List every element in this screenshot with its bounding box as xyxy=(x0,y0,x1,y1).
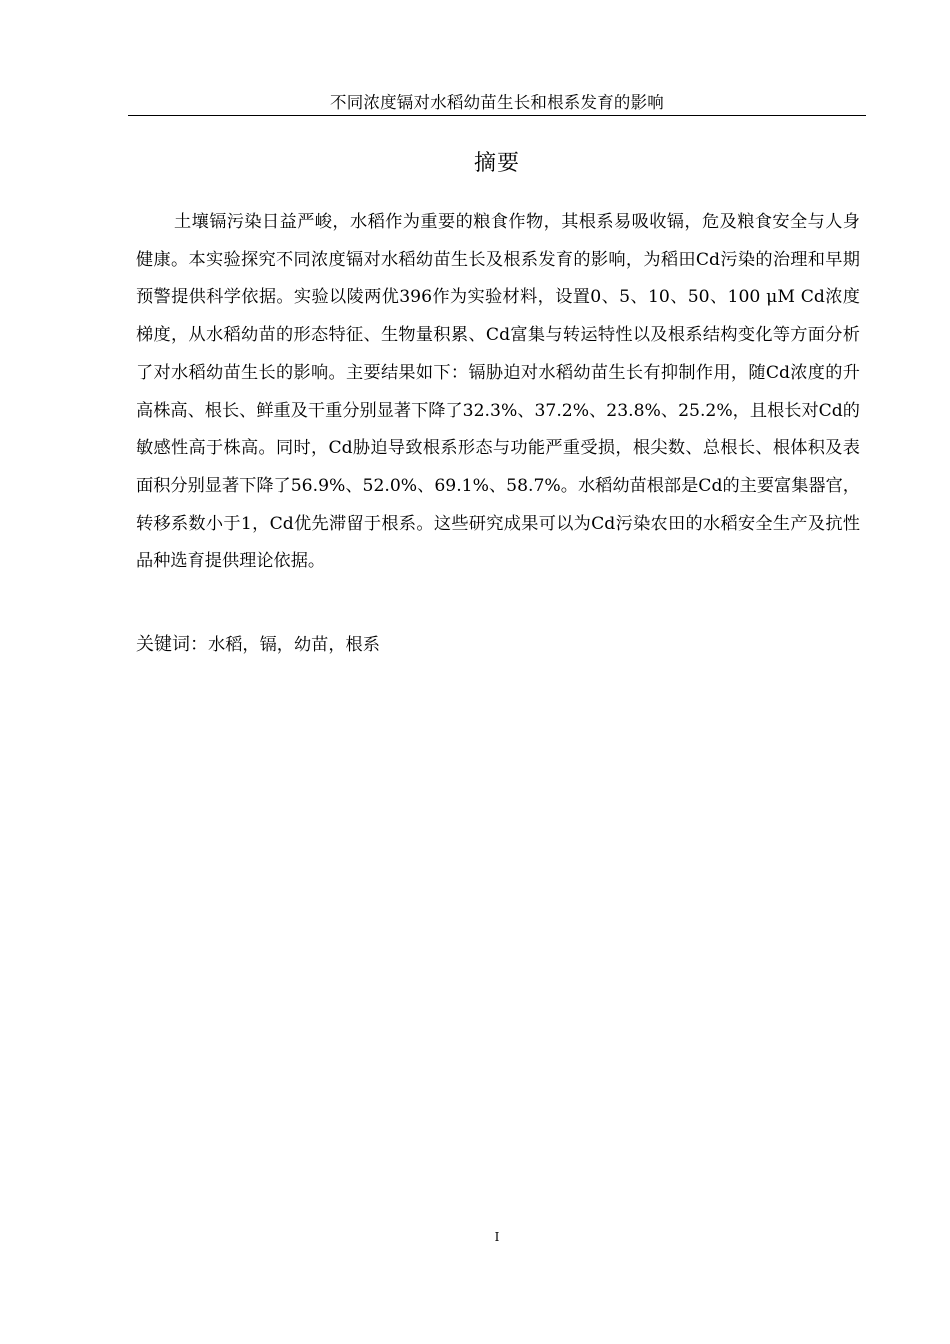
keywords-label: 关键词： xyxy=(136,634,208,655)
abstract-body: 土壤镉污染日益严峻，水稻作为重要的粮食作物，其根系易吸收镉，危及粮食安全与人身健康。本实验探究不同浓度镉对水稻幼苗生长及根系发育的影响，为稻田Cd污染的治理和早期预警提供科学依据。实验以陵两优396作为实验材料，设置0、5、10、50、100 μM Cd浓度梯度，从水稻幼苗的形态特征、生物量积累、Cd富集与转运特性以及根系结构变化等方面分析了对水稻幼苗生长的影响。主要结果如下：镉胁迫对水稻幼苗生长有抑制作用，随Cd浓度的升高株高、根长、鲜重及干重分别显著下降了32.3%、37.2%、23.8%、25.2%，且根长对Cd的敏感性高于株高。同时，Cd胁迫导致根系形态与功能严重受损，根尖数、总根长、根体积及表面积分别显著下降了56.9%、52.0%、69.1%、58.7%。水稻幼苗根部是Cd的主要富集器官，转移系数小于1，Cd优先滞留于根系。这些研究成果可以为Cd污染农田的水稻安全生产及抗性品种选育提供理论依据。 xyxy=(136,212,860,572)
header-rule xyxy=(128,115,866,116)
abstract-heading: 摘要 xyxy=(473,151,520,176)
running-header: 不同浓度镉对水稻幼苗生长和根系发育的影响 xyxy=(330,93,664,112)
keywords-value: 水稻，镉，幼苗，根系 xyxy=(208,635,380,655)
keywords-line xyxy=(136,630,860,660)
page-number: I xyxy=(494,1230,500,1244)
